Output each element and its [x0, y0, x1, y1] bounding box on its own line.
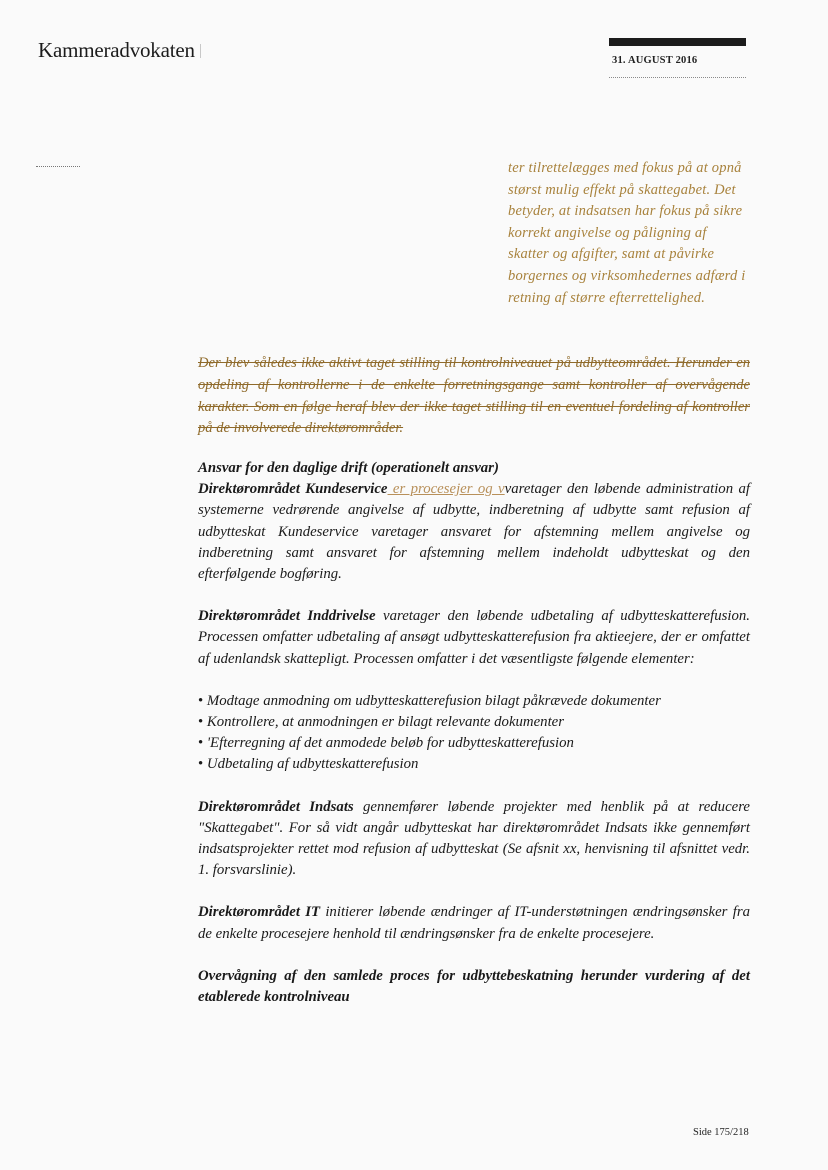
paragraph-indsats — [198, 797, 750, 882]
paragraph-text: varetager den løbende udbetaling af udbytteskatterefusion. Processen omfatter udbetaling af ansøgt udbytteskatterefusion fra aktieejere, der er omfattet af udenlandsk skattepligt. Processen omfatter i det væsentligste følgende elementer: — [198, 608, 750, 667]
paragraph-text: varetager den løbende administration af systemerne vedrørende angivelse af udbytte, indberetning af udbytte samt refusion af udbytteskat Kundeservice varetager ansvaret for afstemning mellem angivelse og indberetning samt ansvaret for afstemning mellem indeholdt udbytteskat og den efterfølgende bogføring. — [198, 481, 750, 583]
inserted-text: er procesejer og v — [387, 481, 505, 498]
paragraph-lead: Direktørområdet Indsats — [198, 798, 354, 815]
list-item: • Udbetaling af udbytteskatterefusion — [198, 754, 750, 775]
paragraph-kundeservice — [198, 479, 750, 585]
section-heading-monitoring: Overvågning af den samlede proces for udbyttebeskatning herunder vurdering af det etablerede kontrolniveau — [198, 967, 750, 1006]
paragraph-inddrivelse — [198, 606, 750, 670]
margin-comment: ter tilrettelægges med fokus på at opnå størst mulig effekt på skattegabet. Det betyder, at indsatsen har fokus på sikre korrekt angivelse og påligning af skatter og afgifter, samt at påvirke borgernes og virksomhedernes adfærd i retning af større efterrettelighed. — [508, 160, 746, 306]
paragraph-lead: Direktørområdet Kundeservice — [198, 481, 388, 498]
paragraph-lead: Direktørområdet IT — [198, 904, 321, 921]
margin-dots — [36, 166, 80, 167]
document-body — [198, 458, 750, 1008]
date-divider — [609, 77, 746, 78]
paragraph-text: initierer løbende ændringer af IT-understøtningen ændringsønsker fra de enkelte procesejere henhold til ændringsønsker fra de enkelte procesejere. — [198, 904, 750, 942]
paragraph-text: gennemfører løbende projekter med henblik på at reducere "Skattegabet". For så vidt angår udbytteskat har direktørområdet Indsats ikke gennemført indsatsprojekter rettet mod refusion af udbytteskat (Se afsnit xx, henvisning til afsnittet vedr. 1. forsvarslinie). — [198, 798, 750, 879]
section-heading: Ansvar for den daglige drift (operationelt ansvar) — [198, 460, 499, 476]
bullet-list — [198, 691, 750, 776]
firm-logo: Kammeradvokaten — [38, 38, 195, 62]
document-date: 31. AUGUST 2016 — [612, 55, 698, 66]
page-number: Side 175/218 — [693, 1127, 749, 1138]
list-item: • 'Efterregning af det anmodede beløb for udbytteskatterefusion — [198, 733, 750, 754]
paragraph-it — [198, 902, 750, 944]
paragraph-lead: Direktørområdet Inddrivelse — [198, 608, 376, 625]
deleted-paragraph: Der blev således ikke aktivt taget stilling til kontrolniveauet på udbytteområdet. Herunder en opdeling af kontrollerne i de enkelte forretningsgange samt kontroller af overvågende karakter. Som en følge heraf blev der ikke taget stilling til en eventuel fordeling af kontroller på de involverede direktørområder. — [198, 355, 750, 437]
header-bar — [609, 38, 746, 46]
list-item: • Modtage anmodning om udbytteskatterefusion bilagt påkrævede dokumenter — [198, 691, 750, 712]
logo-divider — [200, 44, 201, 58]
list-item: • Kontrollere, at anmodningen er bilagt relevante dokumenter — [198, 712, 750, 733]
